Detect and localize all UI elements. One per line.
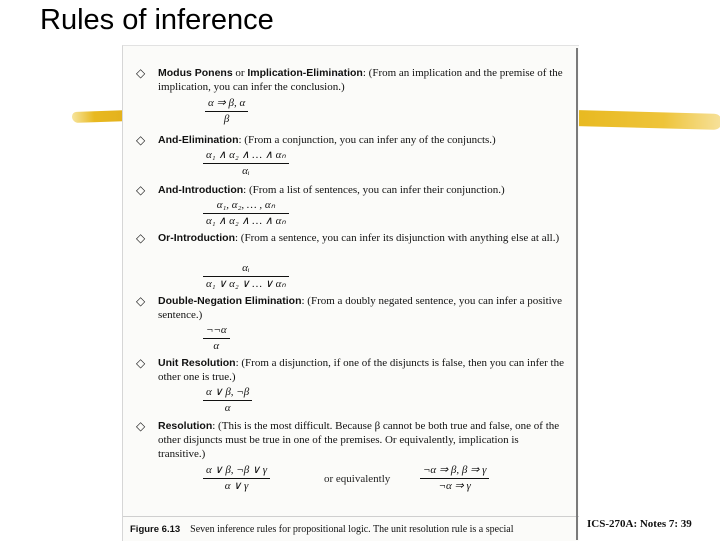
conclusion: α ∨ γ <box>224 480 249 492</box>
rule-description: : (From a conjunction, you can infer any of the conjuncts.) <box>238 134 496 146</box>
conclusion: β <box>223 113 230 125</box>
rule-modus-ponens <box>136 66 564 94</box>
rule-joiner: or <box>235 67 245 79</box>
premises: ¬α ⇒ β, β ⇒ γ <box>423 464 487 476</box>
inference-fraction <box>203 386 252 415</box>
rule-unit-resolution <box>136 356 564 384</box>
rule-name: Double-Negation Elimination <box>158 295 302 307</box>
rule-name: Unit Resolution <box>158 357 236 369</box>
diamond-bullet-icon: ◇ <box>136 133 146 147</box>
inference-fraction <box>203 149 289 178</box>
rule-double-negation-elimination <box>136 294 564 322</box>
inference-fraction <box>203 262 289 291</box>
page-edge-shadow <box>576 48 578 540</box>
premises: α ∨ β, ¬β ∨ γ <box>206 464 268 476</box>
rule-or-introduction <box>136 231 564 245</box>
premises: α₁, α₂, … , αₙ <box>216 199 276 211</box>
diamond-bullet-icon: ◇ <box>136 294 146 308</box>
rule-name: Resolution <box>158 420 213 432</box>
conclusion: α <box>213 340 220 352</box>
inference-bar <box>420 478 489 479</box>
diamond-bullet-icon: ◇ <box>136 183 146 197</box>
rule-and-elimination <box>136 133 564 147</box>
inference-fraction <box>203 464 270 493</box>
inference-fraction <box>420 464 489 493</box>
inference-bar <box>203 163 289 164</box>
slide-title: Rules of inference <box>40 4 274 36</box>
inference-bar <box>203 276 289 277</box>
rule-resolution <box>136 419 564 461</box>
rule-name: And-Introduction <box>158 184 244 196</box>
rule-description: : (This is the most difficult. Because β cannot be both true and false, one of the other disjuncts must be true in one of the premises. Or equivalently, implication is transitive.) <box>158 420 560 460</box>
inference-bar <box>203 478 270 479</box>
inference-bar <box>203 400 252 401</box>
figure-caption <box>130 524 514 535</box>
slide-footer: ICS-270A: Notes 7: 39 <box>587 518 692 530</box>
premises: α ∨ β, ¬β <box>206 386 250 398</box>
rule-description: : (From a doubly negated sentence, you can infer a positive sentence.) <box>158 295 563 321</box>
inference-fraction <box>203 324 230 353</box>
conclusion: α <box>224 402 231 414</box>
premises: αᵢ <box>242 262 250 274</box>
diamond-bullet-icon: ◇ <box>136 356 146 370</box>
inference-fraction <box>205 97 248 126</box>
figure-label: Figure 6.13 <box>130 524 181 535</box>
conclusion: ¬α ⇒ γ <box>438 480 471 492</box>
rule-name: And-Elimination <box>158 134 239 146</box>
caption-text: Seven inference rules for propositional logic. The unit resolution rule is a special <box>190 524 514 535</box>
premises: ¬¬α <box>206 324 227 336</box>
inference-bar <box>205 111 248 112</box>
premises: α ⇒ β, α <box>208 97 246 109</box>
rule-name-alt: Implication-Elimination <box>247 67 363 79</box>
diamond-bullet-icon: ◇ <box>136 231 146 245</box>
decorative-stroke-left <box>72 110 128 123</box>
rule-name: Modus Ponens <box>158 67 233 79</box>
caption-divider <box>123 516 579 517</box>
scanned-textbook-page <box>122 45 579 541</box>
rule-and-introduction <box>136 183 564 197</box>
equivalently-label: or equivalently <box>324 473 391 485</box>
diamond-bullet-icon: ◇ <box>136 419 146 433</box>
conclusion: αᵢ <box>242 165 250 177</box>
conclusion: α₁ ∧ α₂ ∧ … ∧ αₙ <box>206 215 286 227</box>
premises: α₁ ∧ α₂ ∧ … ∧ αₙ <box>206 149 286 161</box>
inference-fraction <box>203 199 289 228</box>
rule-description: : (From an implication and the premise of the implication, you can infer the conclusion.) <box>158 67 563 93</box>
conclusion: α₁ ∨ α₂ ∨ … ∨ αₙ <box>206 278 286 290</box>
inference-bar <box>203 213 289 214</box>
rule-description: : (From a disjunction, if one of the disjuncts is false, then you can infer the other one is true.) <box>158 357 564 383</box>
rule-name: Or-Introduction <box>158 232 235 244</box>
decorative-stroke-right <box>576 110 720 130</box>
rule-description: : (From a sentence, you can infer its disjunction with anything else at all.) <box>235 232 560 244</box>
diamond-bullet-icon: ◇ <box>136 66 146 80</box>
inference-bar <box>203 338 230 339</box>
rule-description: : (From a list of sentences, you can infer their conjunction.) <box>243 184 505 196</box>
